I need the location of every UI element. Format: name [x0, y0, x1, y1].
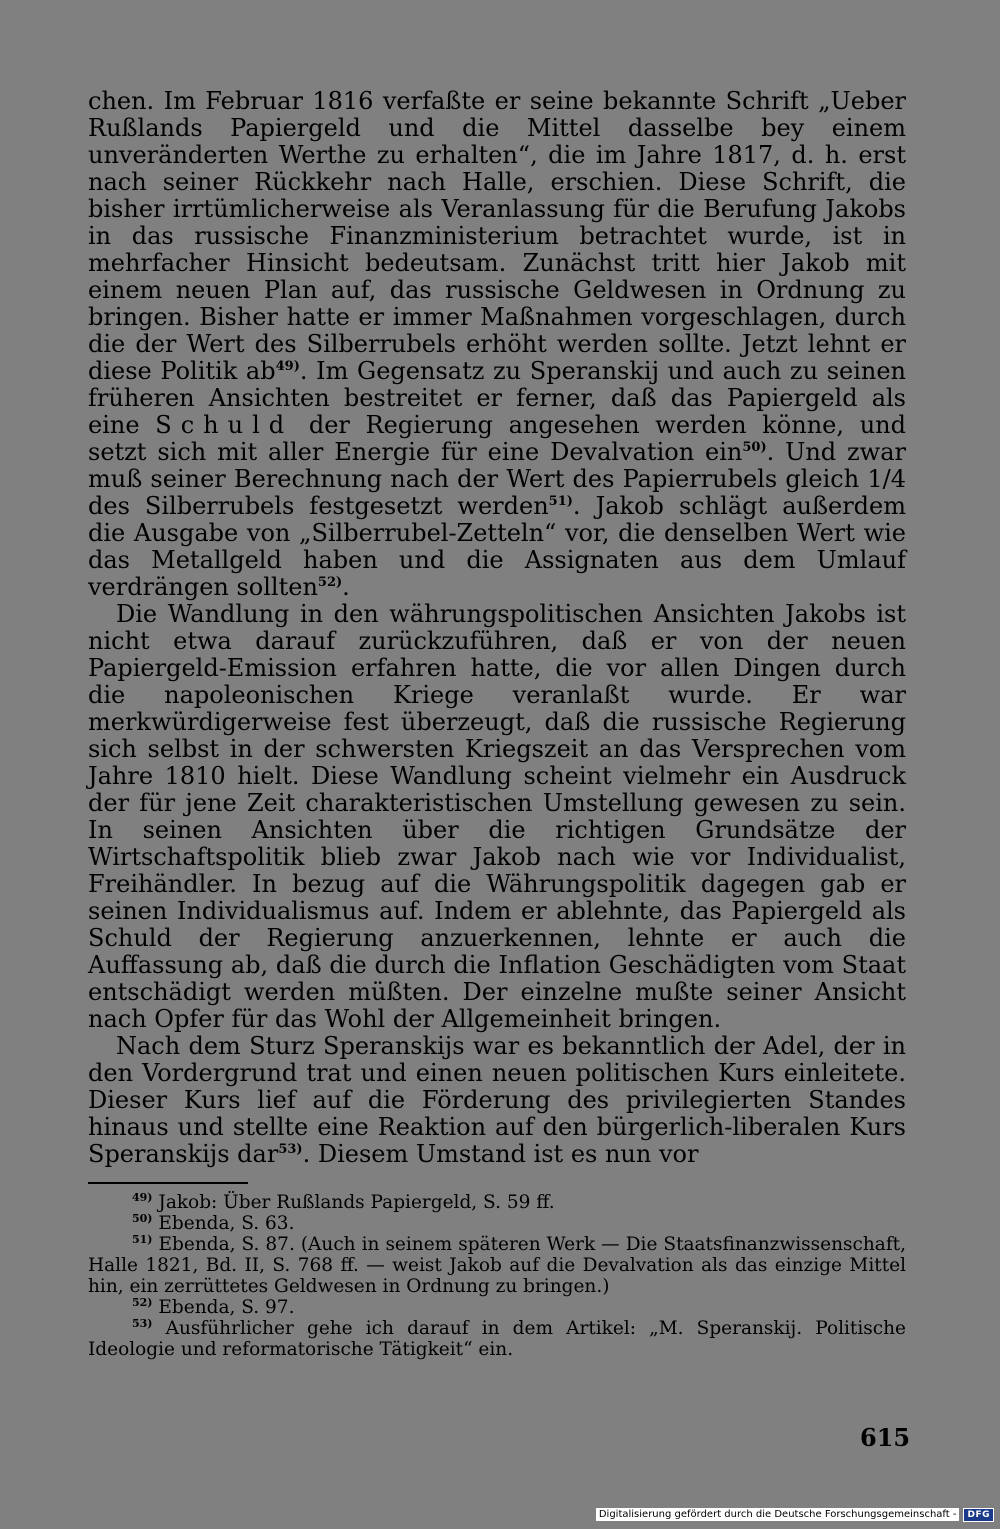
- footnote-52: [88, 1297, 906, 1318]
- page-content: [88, 88, 906, 1360]
- paragraph-text: Nach dem Sturz Speranskijs war es bekanntlich der Adel, der in den Vordergrund trat und einen neuen politischen Kurs einleitete. Dieser Kurs lief auf die Förderung des privilegierten Standes hinaus und stellte eine Reaktion auf den bürgerlich-liberalen Kurs Speranskijs dar: [88, 1032, 906, 1168]
- paragraph-text: . Jakob schlägt außerdem die Ausgabe von „Silberrubel-Zetteln“ vor, die denselben Wert wie das Metallgeld haben und die Assignaten aus dem Umlauf verdrängen sollten: [88, 492, 906, 601]
- paragraph-text: .: [342, 573, 350, 601]
- footnote-53: [88, 1318, 906, 1360]
- footnote-ref-51[interactable]: 51): [548, 494, 573, 509]
- footnote-ref-52[interactable]: 52): [317, 575, 343, 590]
- paragraph-3: [88, 1033, 906, 1168]
- paragraph-text: . Diesem Umstand ist es nun vor: [302, 1140, 699, 1168]
- footnote-mark: 53): [132, 1317, 153, 1330]
- footnote-mark: 50): [132, 1212, 153, 1225]
- footnote-mark: 49): [132, 1191, 153, 1204]
- footnote-ref-53[interactable]: 53): [278, 1142, 303, 1157]
- body-text: [88, 88, 906, 1168]
- credit-text: Digitalisierung gefördert durch die Deutsche Forschungsgemeinschaft -: [596, 1508, 960, 1521]
- emphasized-word: Schuld: [155, 411, 294, 439]
- footnote-text: Jakob: Über Rußlands Papiergeld, S. 59 ff.: [158, 1192, 555, 1213]
- footnote-51: [88, 1234, 906, 1297]
- footnote-50: [88, 1213, 906, 1234]
- footnote-text: Ebenda, S. 87. (Auch in seinem späteren Werk — Die Staatsfinanzwissenschaft, Halle 1821, Bd. II, S. 768 ff. — weist Jakob auf die Devalvation als das einzige Mittel hin, ein zerrüttetes Geldwesen in Ordnung zu bringen.): [88, 1234, 906, 1297]
- footnote-ref-49[interactable]: 49): [275, 359, 300, 374]
- footnote-49: [88, 1192, 906, 1213]
- paragraph-2: [88, 601, 906, 1033]
- footnote-text: Ausführlicher gehe ich darauf in dem Artikel: „M. Speranskij. Politische Ideologie und reformatorische Tätigkeit“ ein.: [88, 1318, 906, 1360]
- footnote-text: Ebenda, S. 63.: [158, 1213, 295, 1234]
- paragraph-1: [88, 88, 906, 601]
- footnotes: [88, 1192, 906, 1360]
- paragraph-text: . Im Gegensatz zu Speranskij und auch zu seinen früheren Ansichten bestreitet er ferner, daß das Papiergeld als eine: [88, 357, 907, 439]
- footnote-mark: 51): [132, 1233, 153, 1246]
- dfg-logo-icon: DFG: [963, 1508, 994, 1522]
- paragraph-text: chen. Im Februar 1816 verfaßte er seine bekannte Schrift „Ueber Rußlands Papiergeld und die Mittel dasselbe bey einem unveränderten Werthe zu erhalten“, die im Jahre 1817, d. h. erst nach seiner Rückkehr nach Halle, erschien. Diese Schrift, die bisher irrtümlicherweise als Veranlassung für die Berufung Jakobs in das russische Finanzministerium betrachtet wurde, ist in mehrfacher Hinsicht bedeutsam. Zunächst tritt hier Jakob mit einem neuen Plan auf, das russische Geldwesen in Ordnung zu bringen. Bisher hatte er immer Maßnahmen vorgeschlagen, durch die der Wert des Silberrubels erhöht werden sollte. Jetzt lehnt er diese Politik ab: [88, 87, 906, 385]
- footnote-divider: [88, 1182, 248, 1184]
- paragraph-text: der Regierung angesehen werden könne, und setzt sich mit aller Energie für eine Devalvation ein: [88, 411, 906, 466]
- footnote-mark: 52): [132, 1296, 153, 1309]
- paragraph-text: Die Wandlung in den währungspolitischen Ansichten Jakobs ist nicht etwa darauf zurückzuführen, daß er von der neuen Papiergeld-Emission erfahren hatte, die vor allen Dingen durch die napoleonischen Kriege veranlaßt wurde. Er war merkwürdigerweise fest überzeugt, daß die russische Regierung sich selbst in der schwersten Kriegszeit an das Versprechen vom Jahre 1810 hielt. Diese Wandlung scheint vielmehr ein Ausdruck der für jene Zeit charakteristischen Umstellung gewesen zu sein. In seinen Ansichten über die richtigen Grundsätze der Wirtschaftspolitik blieb zwar Jakob nach wie vor Individualist, Freihändler. In bezug auf die Währungspolitik dagegen gab er seinen Individualismus auf. Indem er ablehnte, das Papiergeld als Schuld der Regierung anzuerkennen, lehnte er auch die Auffassung ab, daß die durch die Inflation Geschädigten vom Staat entschädigt werden müßten. Der einzelne mußte seiner Ansicht nach Opfer für das Wohl der Allgemeinheit bringen.: [88, 600, 906, 1033]
- page-number: 615: [860, 1423, 911, 1452]
- footnote-text: Ebenda, S. 97.: [158, 1297, 295, 1318]
- footnote-ref-50[interactable]: 50): [742, 440, 767, 455]
- paragraph-text: . Und zwar muß seiner Berechnung nach der Wert des Papierrubels gleich 1/4 des Silberrubels festgesetzt werden: [88, 438, 907, 520]
- digitization-credit: [596, 1506, 994, 1523]
